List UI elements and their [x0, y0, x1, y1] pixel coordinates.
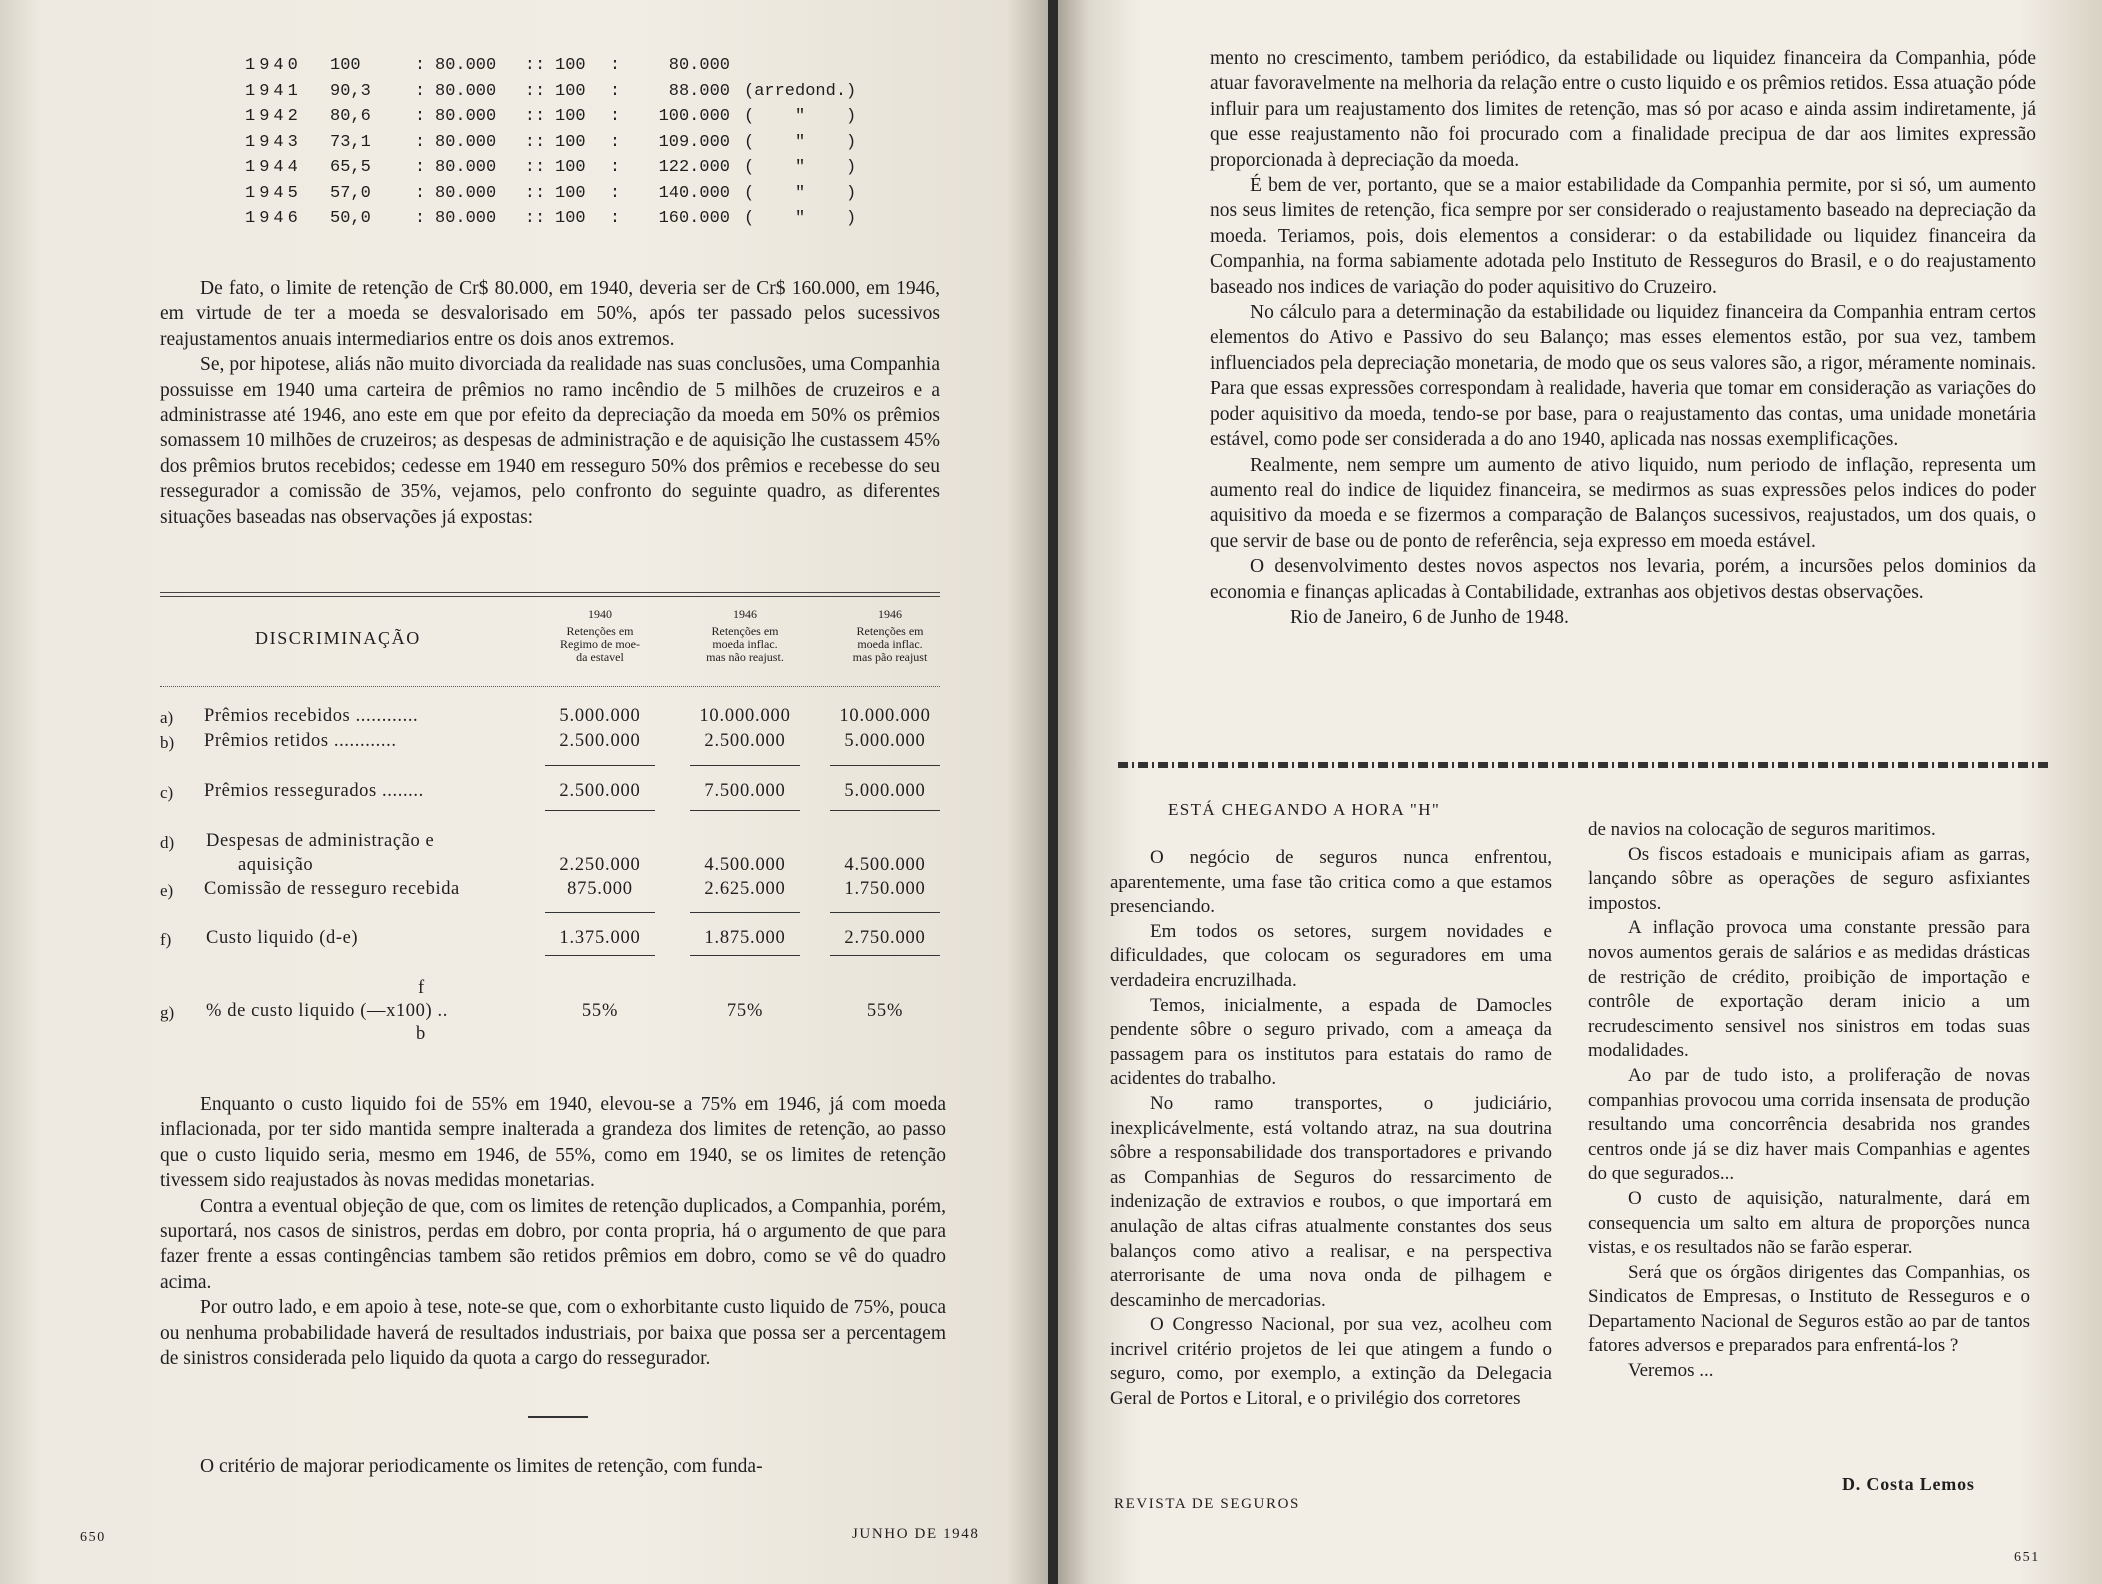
table-cell: 100 [555, 107, 586, 126]
table-cell [730, 56, 859, 82]
row-letter: g) [160, 1003, 175, 1022]
paragraph: O negócio de seguros nunca enfrentou, aparentemente, uma fase tão critica como a que estamos presenciando. [1110, 847, 1552, 918]
row-letter: b) [160, 733, 175, 752]
table-cell: : [414, 158, 426, 177]
table-cell: 100 [555, 158, 586, 177]
table-cell: : [609, 132, 621, 152]
left-page [0, 0, 1048, 1584]
column-year: 1946 [733, 607, 757, 621]
section-divider [528, 1416, 588, 1418]
table-cell: 1945 [245, 183, 302, 203]
sum-rule [690, 810, 800, 811]
table-row [245, 184, 859, 210]
row-label: aquisição [238, 855, 314, 875]
paragraph: Em todos os setores, surgem novidades e dificuldades, que colocam os seguradores em uma verdadeira encruzilhada. [1110, 920, 1552, 991]
paragraph: O custo de aquisição, naturalmente, dará em consequencia um salto em altura de proporções nunca vistas, e os resultados não se farão esperar. [1588, 1187, 2030, 1259]
table-cell: 100 [555, 81, 586, 101]
paragraph: No ramo transportes, o judiciário, inexplicávelmente, está voltando atraz, na sua doutrina sôbre a responsabilidade dos transportadores e privando as Companhias de Seguros do ressarcimento de indenização de extravios e roubos, o que importará em anulação de altas cifras atualmente constantes dos seus balanços como ativo a realisar, e na perspectiva aterrorisante de uma nova onda de pilhagem e descaminho de mercadorias. [1110, 1092, 1552, 1311]
column-desc: da estavel [576, 650, 624, 664]
table-row [245, 133, 859, 159]
table-cell: : [414, 209, 426, 228]
table-title: DISCRIMINAÇÃO [255, 628, 421, 648]
table-cell: 7.500.000 [704, 781, 786, 801]
right-page [1058, 0, 2102, 1584]
column-year: 1946 [878, 607, 902, 621]
table-cell: ( " ) [744, 158, 857, 177]
table-cell: 50,0 [330, 209, 371, 228]
table-row [245, 158, 859, 184]
sum-rule [690, 912, 800, 913]
table-cell: 80,6 [330, 107, 371, 126]
table-cell: 100 [555, 132, 586, 152]
table-cell: : [609, 209, 621, 228]
table-top-rule [160, 592, 940, 597]
table-cell: 55% [581, 1001, 619, 1021]
paragraph: De fato, o limite de retenção de Cr$ 80.000, em 1940, deveria ser de Cr$ 160.000, em 1946, em virtude de ter a moeda se desvalorisado em 50%, após ter passado pelos sucessivos reajustamentos anuais intermediarios entre os dois anos extremos. [160, 278, 940, 350]
row-label: Prêmios retidos ............ [204, 731, 397, 751]
table-cell: 80.000 [435, 107, 497, 126]
table-cell: 2.250.000 [559, 855, 641, 875]
table-row [245, 107, 859, 133]
table-cell: 2.750.000 [844, 928, 926, 948]
table-cell: 2.500.000 [559, 781, 641, 801]
paragraph: Será que os órgãos dirigentes das Companhias, os Sindicatos de Empresas, o Instituto de Resseguros e o Departamento Nacional de Seguros estão ao par de tantos fatores adversos e preparados para enfrentá-los ? [1588, 1261, 2030, 1357]
table-cell: :: [524, 56, 546, 75]
paragraph: Se, por hipotese, aliás não muito divorciada da realidade nas suas conclusões, uma Companhia possuisse em 1940 uma carteira de prêmios no ramo incêndio de 5 milhões de cruzeiros e a administrasse até 1946, ano este em que por efeito da depreciação da moeda em 50% os prêmios somassem 10 milhões de cruzeiros; as despesas de administração e de aquisição lhe custassem 45% dos prêmios brutos recebidos; cedesse em 1940 em resseguro 50% dos prêmios e recebesse do seu ressegurador a comissão de 35%, vejamos, pelo confronto do seguinte quadro, as diferentes situações baseadas nas observações já expostas: [160, 354, 940, 528]
column-desc: Retenções em [856, 624, 924, 638]
table-cell: : [609, 183, 621, 203]
table-cell: 1.875.000 [704, 928, 786, 948]
page-number: 650 [80, 1530, 106, 1545]
table-row [245, 82, 859, 108]
table-cell: 122.000 [658, 158, 730, 177]
table-cell: 5.000.000 [559, 706, 641, 726]
table-cell: 75% [726, 1001, 764, 1021]
table-cell: 100.000 [658, 107, 730, 126]
table-cell: 875.000 [567, 879, 633, 899]
page-number: 651 [2014, 1550, 2040, 1565]
paragraph: O desenvolvimento destes novos aspectos nos levaria, porém, a incursões pelos dominios da economia e finanças aplicadas à Contabilidade, extranhas aos objetivos destas observações. [1210, 556, 2036, 603]
table-cell: 4.500.000 [704, 855, 786, 875]
table-cell: ( " ) [744, 209, 857, 228]
sum-rule [690, 765, 800, 766]
left-text-block-1 [160, 276, 940, 530]
table-cell: : [414, 56, 426, 75]
table-cell: 90,3 [330, 81, 371, 101]
row-label: Prêmios recebidos ............ [204, 706, 419, 726]
article-column-2 [1588, 818, 2030, 1384]
table-cell: 80.000 [435, 209, 497, 228]
table-cell: 2.625.000 [704, 879, 786, 899]
table-cell: : [414, 132, 426, 152]
table-cell: (arredond.) [744, 81, 857, 101]
table-cell: 1942 [245, 107, 302, 126]
retention-limit-table [245, 56, 859, 235]
column-header-1946-b [830, 608, 950, 664]
table-cell: :: [524, 209, 546, 228]
table-cell: 80.000 [435, 132, 497, 152]
table-cell: 100 [330, 56, 361, 75]
row-label: Comissão de resseguro recebida [204, 879, 460, 899]
column-desc: Retenções em [566, 624, 634, 638]
sum-rule [830, 912, 940, 913]
paragraph: É bem de ver, portanto, que se a maior estabilidade da Companhia permite, por si só, um aumento nos seus limites de retenção, fica sempre por ser considerado o reajustamento baseado na depreciação da moeda. Teriamos, pois, dois elementos a considerar: o da estabilidade ou liquidez financeira da Companhia, na forma sabiamente adotada pelo Instituto de Resseguros do Brasil, e o do reajustamento baseado nos indices de variação do poder aquisitivo do Cruzeiro. [1210, 175, 2036, 298]
journal-name: REVISTA DE SEGUROS [1114, 1496, 1300, 1512]
table-cell: :: [524, 81, 546, 101]
sum-rule [545, 955, 655, 956]
row-label: Prêmios ressegurados ........ [204, 781, 424, 801]
table-cell: 5.000.000 [844, 781, 926, 801]
paragraph: Os fiscos estadoais e municipais afiam as garras, lançando sôbre as operações de seguro asfixiantes impostos. [1588, 843, 2030, 914]
row-letter: d) [160, 833, 175, 852]
table-cell: 1.375.000 [559, 928, 641, 948]
table-row [245, 56, 859, 82]
sum-rule [545, 765, 655, 766]
table-cell: 10.000.000 [839, 706, 931, 726]
table-cell: :: [524, 158, 546, 177]
paragraph: Ao par de tudo isto, a proliferação de novas companhias provocou uma corrida insensata de produção resultando uma concorrência desabrida nos grandes centros onde já se diz haver mais Companhias e agentes do que segurados... [1588, 1064, 2030, 1185]
table-cell: 1940 [245, 56, 302, 75]
row-letter: a) [160, 708, 174, 727]
header-rule [160, 686, 940, 687]
table-row [245, 209, 859, 235]
table-cell: 1946 [245, 209, 302, 228]
table-cell: 1944 [245, 158, 302, 177]
table-cell: 100 [555, 209, 586, 228]
paragraph: mento no crescimento, tambem periódico, da estabilidade ou liquidez financeira da Companhia, póde atuar favoravelmente na melhoria da relação entre o custo liquido e os prêmios retidos. Essa atuação póde influir para um reajustamento dos limites de retenção, mas só por acaso e ainda assim indiretamente, já que esse reajustamento não foi procurado com a finalidade precipua de dar aos limites expressão proporcionada à depreciação da moeda. [1210, 48, 2036, 171]
table-cell: 57,0 [330, 183, 371, 203]
table-cell: 80.000 [435, 183, 497, 203]
table-cell: : [609, 158, 621, 177]
table-cell: 1.750.000 [844, 879, 926, 899]
table-cell: : [609, 107, 621, 126]
column-header-1946-a [680, 608, 810, 664]
sum-rule [830, 765, 940, 766]
row-label: Custo liquido (d-e) [206, 928, 359, 948]
paragraph: O Congresso Nacional, por sua vez, acolheu com incrivel critério projetos de lei que atingem a fundo o seguro, como, por exemplo, a extinção da Delegacia Geral de Portos e Litoral, e o privilégio dos corretores [1110, 1314, 1552, 1410]
sum-rule [690, 955, 800, 956]
table-cell: : [414, 183, 426, 203]
paragraph: Contra a eventual objeção de que, com os limites de retenção duplicados, a Companhia, porém, suportará, nos casos de sinistros, perdas em dobro, por conta propria, há o argumento de que para fazer frente a essas contingências tambem são retidos prêmios em dobro, como se vê do quadro acima. [160, 1195, 946, 1293]
running-footer-date: JUNHO DE 1948 [852, 1526, 980, 1542]
column-desc: moeda inflac. [712, 637, 778, 651]
table-cell: ( " ) [744, 107, 857, 126]
table-cell: ( " ) [744, 183, 857, 203]
table-cell: : [609, 81, 621, 101]
paragraph: Veremos ... [1628, 1360, 1714, 1382]
paragraph: Por outro lado, e em apoio à tese, note-se que, com o exhorbitante custo liquido de 75%, pouca ou nenhuma probabilidade haverá de resultados industriais, por baixa que possa ser a percentagem de sinistros considerada pelo liquido da quota a cargo do ressegurador. [160, 1297, 946, 1370]
table-cell: 10.000.000 [699, 706, 791, 726]
table-cell: 88.000 [668, 81, 730, 101]
table-cell: 80.000 [435, 158, 497, 177]
table-cell: :: [524, 107, 546, 126]
row-label: % de custo liquido (—x100) .. [206, 1001, 448, 1021]
place-date: Rio de Janeiro, 6 de Junho de 1948. [1290, 606, 1569, 628]
left-text-block-2 [160, 1092, 946, 1371]
table-cell: : [414, 81, 426, 101]
author-signature: D. Costa Lemos [1842, 1474, 1975, 1494]
table-cell: 109.000 [658, 132, 730, 152]
table-cell: 80.000 [435, 81, 497, 101]
column-desc: moeda inflac. [857, 637, 923, 651]
paragraph: No cálculo para a determinação da estabilidade ou liquidez financeira da Companhia entram certos elementos do Ativo e Passivo do seu Balanço; mas esses elementos estão, por sua vez, tambem influenciados pela depreciação monetaria, de modo que os seus valores são, a rigor, méramente nominais. Para que essas expressões correspondam à realidade, haveria que tomar em consideração as variações do poder aquisitivo da moeda, tendo-se por base, para o reajustamento das contas, uma unidade monetária estável, como pode ser considerada a do ano 1940, aplicada nas nossas exemplificações. [1210, 302, 2036, 451]
table-cell: 140.000 [658, 183, 730, 203]
table-cell: 80.000 [668, 56, 730, 75]
table-cell: 4.500.000 [844, 855, 926, 875]
table-cell: 160.000 [658, 209, 730, 228]
fraction-numerator: f [418, 978, 425, 998]
table-cell: ( " ) [744, 132, 857, 152]
table-cell: 100 [555, 56, 586, 75]
paragraph: de navios na colocação de seguros maritimos. [1588, 819, 1936, 840]
table-cell: 65,5 [330, 158, 371, 177]
table-cell: 100 [555, 183, 586, 203]
sum-rule [545, 810, 655, 811]
table-cell: : [609, 56, 621, 75]
right-text-block [1210, 46, 2036, 630]
table-cell: :: [524, 132, 546, 152]
table-cell: 1941 [245, 81, 302, 101]
table-cell: 73,1 [330, 132, 371, 152]
fraction-denominator: b [416, 1024, 426, 1044]
column-header-1940 [535, 608, 665, 664]
table-cell: 1943 [245, 132, 302, 152]
row-label: Despesas de administração e [206, 831, 435, 851]
table-cell: 2.500.000 [704, 731, 786, 751]
row-letter: c) [160, 783, 174, 802]
article-title: ESTÁ CHEGANDO A HORA "H" [1168, 800, 1441, 819]
paragraph: A inflação provoca uma constante pressão para novos aumentos gerais de salários e as medidas drásticas de restrição de crédito, proibição de importação e contrôle de exportação deram inicio a um recrudescimento sensivel nos sinistros em todas suas modalidades. [1588, 917, 2030, 1062]
column-desc: Retenções em [711, 624, 779, 638]
table-cell: 5.000.000 [844, 731, 926, 751]
table-cell: :: [524, 183, 546, 203]
paragraph: Realmente, nem sempre um aumento de ativo liquido, num periodo de inflação, representa um aumento real do indice de liquidez financeira, se medirmos as suas expressões pelos indices do poder aquisitivo da moeda e se fizermos a comparação de Balanços sucessivos, reajustados, um dos quais, o que servir de base ou de ponto de referência, seja expresso em moeda estável. [1210, 454, 2036, 552]
column-year: 1940 [588, 607, 612, 621]
row-letter: e) [160, 881, 174, 900]
table-cell: 2.500.000 [559, 731, 641, 751]
table-cell: : [414, 107, 426, 126]
sum-rule [830, 955, 940, 956]
article-separator [1118, 762, 2048, 768]
article-column-1 [1110, 846, 1552, 1412]
column-desc: mas pão reajust [852, 650, 928, 664]
column-desc: mas não reajust. [706, 650, 784, 664]
column-desc: Regimo de moe- [560, 637, 640, 651]
sum-rule [545, 912, 655, 913]
table-cell: 80.000 [435, 56, 497, 75]
paragraph: O critério de majorar periodicamente os limites de retenção, com funda- [200, 1456, 763, 1477]
sum-rule [830, 810, 940, 811]
paragraph: Temos, inicialmente, a espada de Damocles pendente sôbre o seguro privado, com a ameaça da passagem para os institutos para estatais do ramo de acidentes do trabalho. [1110, 994, 1552, 1090]
row-letter: f) [160, 930, 172, 949]
paragraph: Enquanto o custo liquido foi de 55% em 1940, elevou-se a 75% em 1946, já com moeda inflacionada, por ter sido mantida sempre inalterada a grandeza dos limites de retenção, ao passo que o custo liquido seria, mesmo em 1946, de 55%, como em 1940, se os limites de retenção tivessem sido reajustados às novas medidas monetarias. [160, 1094, 946, 1192]
book-gutter [1048, 0, 1058, 1584]
table-cell: 55% [866, 1001, 904, 1021]
